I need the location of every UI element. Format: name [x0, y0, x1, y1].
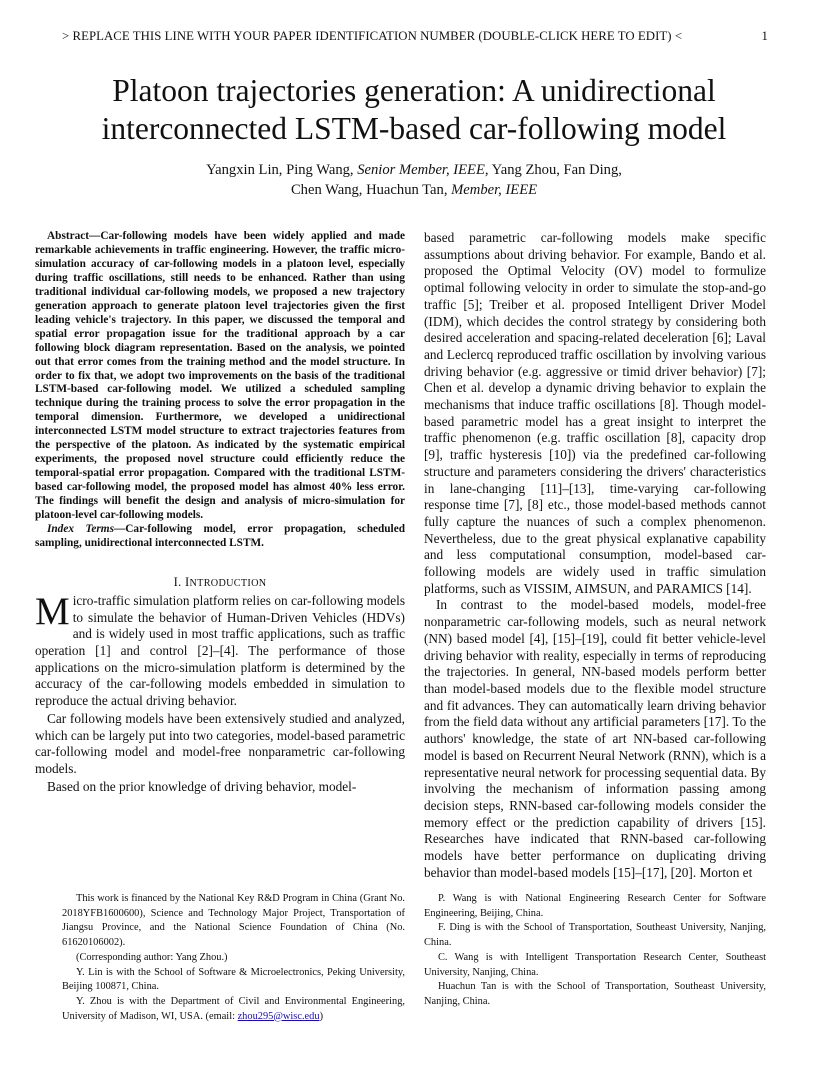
intro-p1-text: icro-traffic simulation platform relies on car-following models to simulate the behavior of Human-Driven Vehicles (HDVs) and is widely used in most traffic applications, such as traffic operation [1] and control [2]–[4]. The performance of those applications on the micro-simulation platform is determined by the accuracy of the car-following models embedded in simulation to reproduce the actual driving behavior. [35, 592, 405, 709]
author-line-2 [40, 180, 788, 200]
intro-paragraph-2: Car following models have been extensively studied and analyzed, which can be largely put into two categories, model-based parametric car-following model and model-free nonparametric car-following models. [35, 710, 405, 776]
footnote-zhou-end: ) [319, 1010, 324, 1022]
right-column [424, 230, 766, 881]
left-column [35, 230, 405, 795]
footnote-zhou-text: Y. Zhou is with the Department of Civil and Environmental Engineering, University of Madison, WI, USA. (email: [62, 995, 405, 1022]
footnote-corresponding: (Corresponding author: Yang Zhou.) [76, 951, 228, 963]
running-head-text: > REPLACE THIS LINE WITH YOUR PAPER IDENTIFICATION NUMBER (DOUBLE-CLICK HERE TO EDIT) < [62, 29, 683, 43]
author-names-1: Yangxin Lin, Ping Wang, [206, 162, 354, 178]
footnotes-right [424, 892, 766, 1010]
footnote-lin: Y. Lin is with the School of Software & Microelectronics, Peking University, Beijing 100871, China. [62, 966, 405, 993]
author-list [40, 160, 788, 200]
footnote-wang-c: C. Wang is with Intelligent Transportation Research Center, Southeast University, Nanjing, China. [424, 951, 766, 978]
footnote-tan: Huachun Tan is with the School of Transportation, Southeast University, Nanjing, China. [424, 981, 766, 1007]
title-line-1: Platoon trajectories generation: A unidirectional [112, 73, 716, 108]
abstract: Abstract—Car-following models have been widely applied and made remarkable achievements in traffic engineering. However, the traffic micro-simulation accuracy of car-following models in a platoon level, especially during traffic oscillations, still needs to be enhanced. Rather than using traditional individual car-following models, we proposed a new trajectory generation approach to generate platoon level trajectories given the first leading vehicle's trajectory. In this paper, we discussed the temporal and spatial error propagation issue for the traditional approach by a car following block diagram representation. Based on the analysis, we pointed out that error comes from the training method and the model structure. In order to fix that, we adopt two improvements on the basis of the traditional LSTM-based car-following model. We utilized a scheduled sampling technique during the training process to solve the error propagation in the temporal dimension. Furthermore, we developed a unidirectional interconnected LSTM model structure to extract trajectories features from the perspective of the platoon. As indicated by the systematic empirical experiments, the proposed novel structure could efficiently reduce the temporal-spatial error propagation. Compared with the traditional LSTM-based car-following model, the proposed model has almost 40% less error. The findings will benefit the design and analysis of micro-simulation for platoon-level car-following models. [35, 230, 405, 522]
index-terms-text: —Car-following model, error propagation, scheduled sampling, unidirectional interconnected LSTM. [35, 523, 405, 549]
section-number: I. [173, 574, 182, 589]
right-paragraph-1: based parametric car-following models make specific assumptions about driving behavior. For example, Bando et al. proposed the Optimal Velocity (OV) model to formulize optimal following velocity in order to simulate the stop-and-go traffic [5]; Treiber et al. proposed Intelligent Driver Model (IDM), which decides the control strategy by considering both desired acceleration and spacing-related deceleration [6]; Laval and Leclercq reproduced traffic oscillation by involving various driving behavior (e.g. aggressive or timid driver behavior) [7]; Chen et al. develop a dynamic driving behavior to explain the mechanisms that induce traffic oscillations [8]. Though model-based parametric model has a great insight to interpret the traffic phenomenon (e.g. traffic oscillation [8], capacity drop [9], traffic hysteresis [10]) via the predefined car-following structure and parameters considering the drivers' characteristics in lane-changing [11]–[13], time-varying car-following response time [7], [8] etc., those model-based methods cannot fully capture the nuances of such a complex phenomenon. Nevertheless, due to the great physical explanative capability and less computational consumption, model-based car-following models are widely used in traffic simulation platforms, such as VISSIM, AIMSUN, and PARAMICS [14]. [424, 230, 766, 596]
section-heading-introduction [35, 575, 405, 593]
right-paragraph-2: In contrast to the model-based models, model-free nonparametric car-following models, such as neural network (NN) based model [4], [15]–[19], could fit better vehicle-level driving behavior with reality, especially in terms of reproducing the trajectories. In general, NN-based models perform better than model-based models due to the flexible model structure and fit advances. They can automatically learn driving behavior from the field data without any artificial parameters [17]. To the authors' knowledge, the state of art NN-based car-following model is based on Recurrent Neural Network (RNN), which is a representative neural network for processing sequential data. By involving the mechanism of information passing among decision steps, RNN-based car-following models consider the memory effect or the prediction capability of drivers [15]. Researches have indicated that RNN-based car-following models have better performance on duplicating driving behavior than model-based models [15]–[17], [20]. Morton et [424, 597, 766, 880]
drop-cap: M [35, 589, 70, 633]
section-first-letter: I [185, 574, 190, 589]
author-names-3: Chen Wang, Huachun Tan, [290, 182, 448, 198]
paper-title [40, 72, 788, 148]
footnote-zhou [62, 995, 405, 1024]
running-header [62, 29, 768, 44]
intro-paragraph-1 [35, 589, 405, 710]
author-role-1: Senior Member, IEEE, [357, 162, 489, 178]
author-line-1 [40, 160, 788, 180]
title-line-2: interconnected LSTM-based car-following model [101, 111, 727, 146]
footnote-funding: This work is financed by the National Key R&D Program in China (Grant No. 2018YFB1600600), Science and Technology Major Project, Transportation of Jiangsu Province, and the National Science Foundation of China (No. 61620106002). [62, 893, 405, 949]
footnote-wang-p: P. Wang is with National Engineering Research Center for Software Engineering, Beijing, China. [424, 893, 766, 919]
footnotes-left [62, 892, 405, 1024]
index-terms-label: Index Terms [47, 523, 114, 536]
email-link[interactable]: zhou295@wisc.edu [237, 1010, 320, 1022]
page-number: 1 [761, 29, 768, 43]
author-names-2: Yang Zhou, Fan Ding, [491, 162, 622, 178]
footnote-ding: F. Ding is with the School of Transportation, Southeast University, Nanjing, China. [424, 922, 766, 949]
intro-paragraph-3: Based on the prior knowledge of driving behavior, model- [47, 778, 357, 794]
author-role-3: Member, IEEE [451, 182, 538, 198]
index-terms [35, 523, 405, 551]
section-title-rest: NTRODUCTION [189, 577, 267, 589]
